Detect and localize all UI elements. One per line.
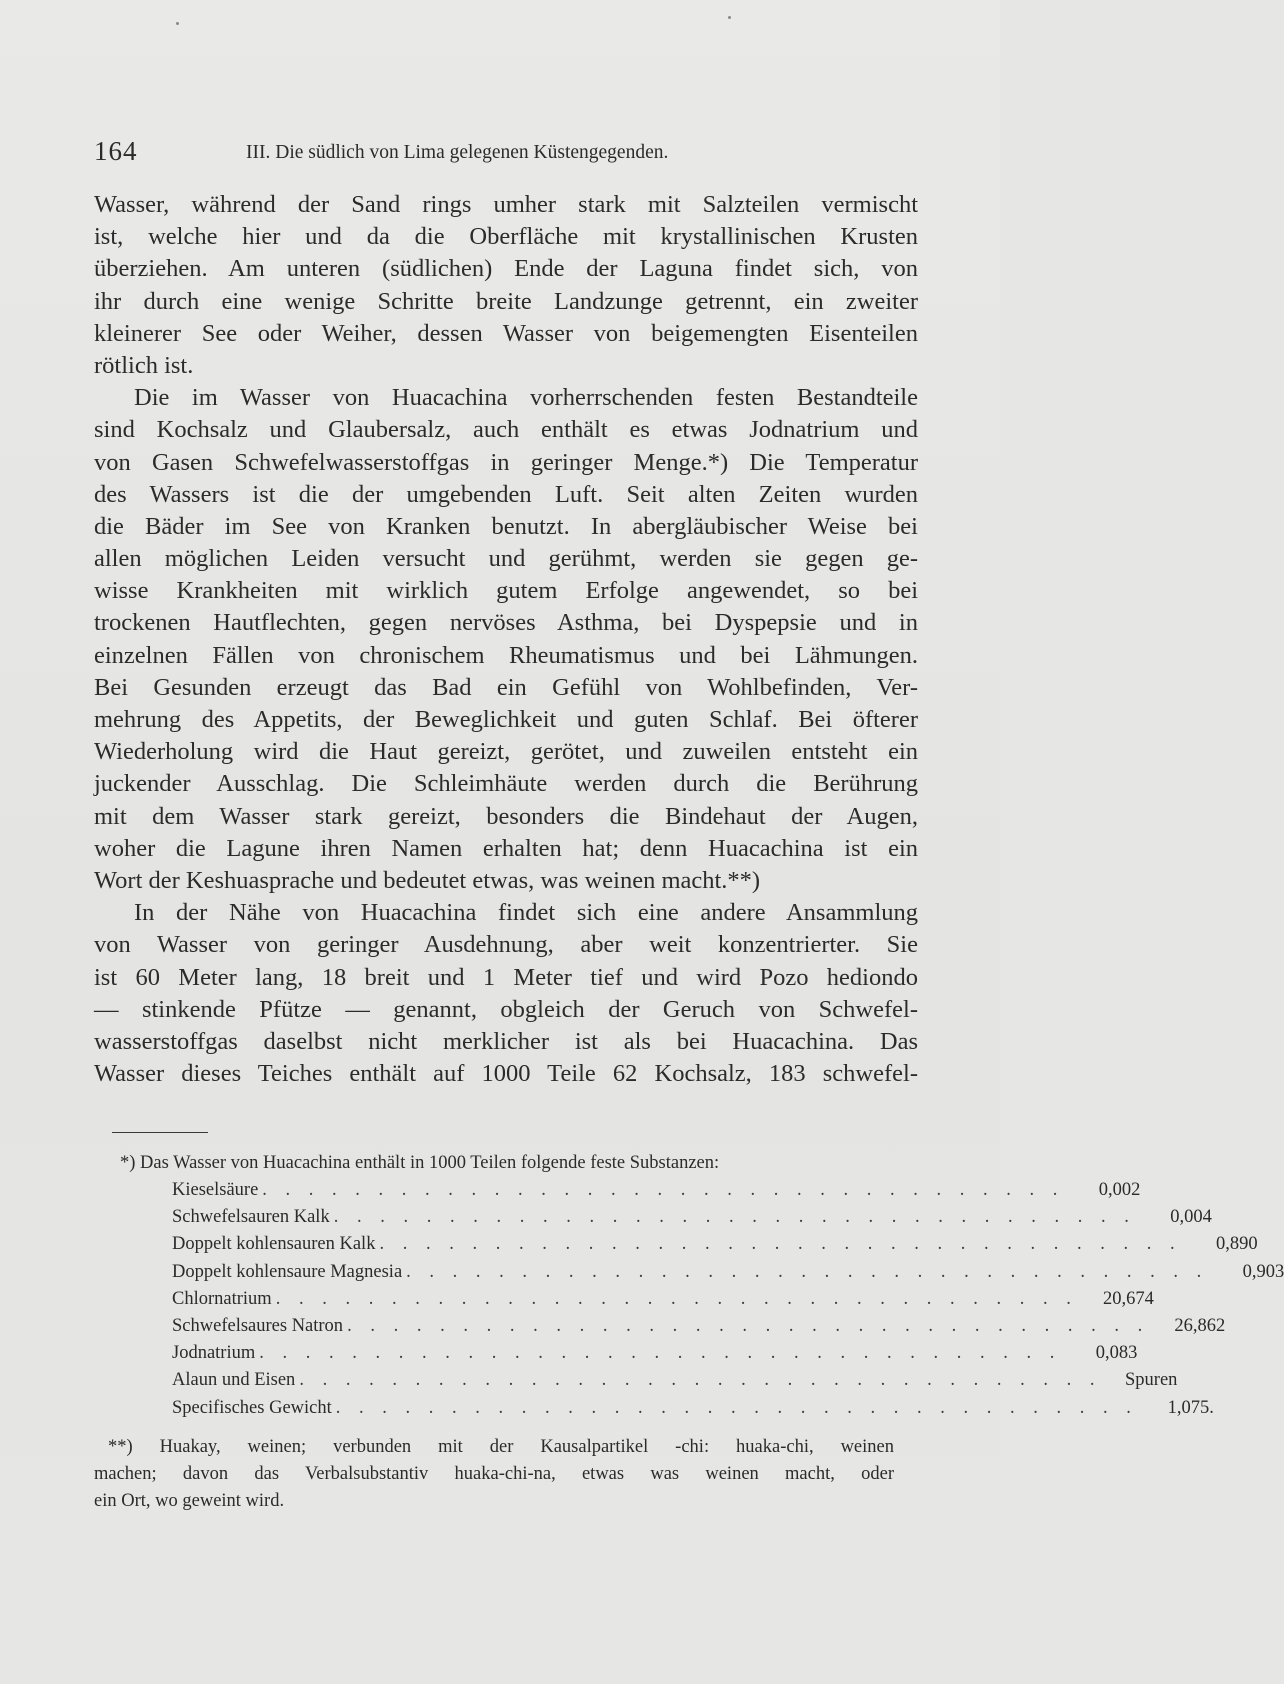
- text-line: allen möglichen Leiden versucht und gerühmt, werden sie gegen ge-: [94, 545, 918, 573]
- substance-value: 0,004: [1170, 1207, 1212, 1228]
- text-line: Die im Wasser von Huacachina vorherrschenden festen Bestandteile: [134, 384, 918, 412]
- text-line: Wasser dieses Teiches enthält auf 1000 Teile 62 Kochsalz, 183 schwefel-: [94, 1060, 918, 1088]
- substance-value: 0,890: [1215, 1234, 1258, 1255]
- substance-name: Doppelt kohlensaure Magnesia: [172, 1261, 403, 1282]
- substance-value: 20,674: [1102, 1288, 1154, 1309]
- text-line: überziehen. Am unteren (südlichen) Ende der Laguna findet sich, von: [94, 255, 918, 283]
- table-row: [172, 1180, 1141, 1207]
- substance-name: Schwefelsauren Kalk: [172, 1207, 330, 1228]
- text-line: woher die Lagune ihren Namen erhalten hat; denn Huacachina ist ein: [94, 834, 918, 862]
- substance-table: [172, 1180, 1284, 1425]
- footnote-2-line: **) Huakay, weinen; verbunden mit der Kausalpartikel -chi: huaka-chi, weinen: [108, 1437, 894, 1457]
- footnote-1: [94, 1150, 894, 1177]
- substance-name: Specifisches Gewicht: [172, 1397, 332, 1418]
- table-row: [172, 1234, 1258, 1261]
- page-number: 164: [94, 136, 138, 166]
- table-row: [172, 1207, 1212, 1234]
- text-line: Bei Gesunden erzeugt das Bad ein Gefühl von Wohlbefinden, Ver-: [94, 673, 918, 701]
- substance-name: Alaun und Eisen: [172, 1370, 296, 1391]
- substance-value: 0,002: [1098, 1180, 1141, 1200]
- footnote-1-intro: *) Das Wasser von Huacachina enthält in 1000 Teilen folgende feste Substanzen:: [120, 1153, 720, 1173]
- text-line: von Gasen Schwefelwasserstoffgas in geringer Menge.*) Die Temperatur: [94, 448, 918, 476]
- substance-name: Kieselsäure: [172, 1180, 259, 1200]
- table-row: [172, 1343, 1138, 1370]
- substance-name: Doppelt kohlensauren Kalk: [172, 1234, 376, 1255]
- text-line: ist 60 Meter lang, 18 breit und 1 Meter tief und wird Pozo hediondo: [94, 963, 918, 991]
- footnote-2-line: ein Ort, wo geweint wird.: [94, 1491, 285, 1511]
- text-line: juckender Ausschlag. Die Schleimhäute werden durch die Berührung: [94, 770, 918, 798]
- table-row: [172, 1370, 1178, 1397]
- table-row: [172, 1397, 1214, 1425]
- text-line: kleinerer See oder Weiher, dessen Wasser von beigemengten Eisenteilen: [94, 319, 918, 347]
- table-row: [172, 1288, 1154, 1316]
- text-line: wasserstoffgas daselbst nicht merklicher ist als bei Huacachina. Das: [94, 1027, 918, 1055]
- text-line: einzelnen Fällen von chronischem Rheumatismus und bei Lähmungen.: [94, 641, 918, 669]
- footnote-2: [94, 1434, 894, 1515]
- substance-value: 0,083: [1095, 1343, 1138, 1364]
- text-line: ihr durch eine wenige Schritte breite Landzunge getrennt, ein zweiter: [94, 287, 918, 315]
- text-line: mehrung des Appetits, der Beweglichkeit und guten Schlaf. Bei öfterer: [94, 706, 918, 733]
- footnote-2-line: machen; davon das Verbalsubstantiv huaka-chi-na, etwas was weinen macht, oder: [94, 1464, 894, 1484]
- page-header: [94, 136, 924, 176]
- dot-leader: . . . . . . . . . . . . . . . . . . . . . . . . . . . . . . . . . . .: [299, 1370, 1102, 1391]
- text-line: die Bäder im See von Kranken benutzt. In abergläubischer Weise bei: [94, 512, 918, 540]
- substance-name: Schwefelsaures Natron: [172, 1315, 344, 1336]
- text-line: des Wassers ist die der umgebenden Luft. Seit alten Zeiten wurden: [94, 480, 918, 508]
- text-line: Wort der Keshuasprache und bedeutet etwas, was weinen macht.**): [94, 866, 761, 894]
- dot-leader: . . . . . . . . . . . . . . . . . . . . . . . . . . . . . . . . . . .: [335, 1397, 1138, 1418]
- substance-name: Chlornatrium: [172, 1288, 272, 1309]
- text-line: sind Kochsalz und Glaubersalz, auch enthält es etwas Jodnatrium und: [94, 416, 918, 444]
- main-text: [94, 189, 918, 1090]
- dot-leader: . . . . . . . . . . . . . . . . . . . . . . . . . . . . . . . . . . .: [379, 1234, 1182, 1255]
- dot-leader: . . . . . . . . . . . . . . . . . . . . . . . . . . . . . . . . . . .: [347, 1315, 1150, 1336]
- text-line: wisse Krankheiten mit wirklich gutem Erfolge angewendet, so bei: [94, 577, 918, 605]
- substance-value: 26,862: [1174, 1315, 1226, 1336]
- text-line: ist, welche hier und da die Oberfläche mit krystallinischen Krusten: [94, 223, 918, 251]
- text-line: Wiederholung wird die Haut gereizt, gerötet, und zuweilen entsteht ein: [94, 738, 918, 766]
- text-line: In der Nähe von Huacachina findet sich eine andere Ansammlung: [134, 899, 918, 927]
- running-head: III. Die südlich von Lima gelegenen Küstengegenden.: [246, 142, 669, 163]
- dot-leader: . . . . . . . . . . . . . . . . . . . . . . . . . . . . . . . . . . .: [259, 1343, 1062, 1364]
- substance-value: 1,075.: [1167, 1397, 1214, 1418]
- dot-leader: . . . . . . . . . . . . . . . . . . . . . . . . . . . . . . . . . . .: [275, 1288, 1078, 1309]
- footnote-rule: [112, 1132, 208, 1133]
- substance-value: Spuren: [1125, 1370, 1178, 1391]
- dot-leader: . . . . . . . . . . . . . . . . . . . . . . . . . . . . . . . . . . .: [262, 1180, 1065, 1200]
- text-line: Wasser, während der Sand rings umher stark mit Salzteilen vermischt: [94, 191, 918, 218]
- paper-speck: [728, 16, 731, 19]
- table-row: [172, 1261, 1284, 1289]
- paper-speck: [176, 22, 179, 25]
- text-line: rötlich ist.: [94, 351, 194, 379]
- table-row: [172, 1315, 1226, 1343]
- text-line: — stinkende Pfütze — genannt, obgleich der Geruch von Schwefel-: [94, 995, 918, 1023]
- text-line: mit dem Wasser stark gereizt, besonders die Bindehaut der Augen,: [94, 802, 918, 830]
- text-line: von Wasser von geringer Ausdehnung, aber weit konzentrierter. Sie: [94, 931, 918, 959]
- text-line: trockenen Hautflechten, gegen nervöses Asthma, bei Dyspepsie und in: [94, 609, 918, 637]
- dot-leader: . . . . . . . . . . . . . . . . . . . . . . . . . . . . . . . . . . .: [333, 1207, 1136, 1228]
- dot-leader: . . . . . . . . . . . . . . . . . . . . . . . . . . . . . . . . . . .: [406, 1261, 1209, 1282]
- substance-name: Jodnatrium: [172, 1343, 256, 1364]
- substance-value: 0,903: [1242, 1261, 1284, 1282]
